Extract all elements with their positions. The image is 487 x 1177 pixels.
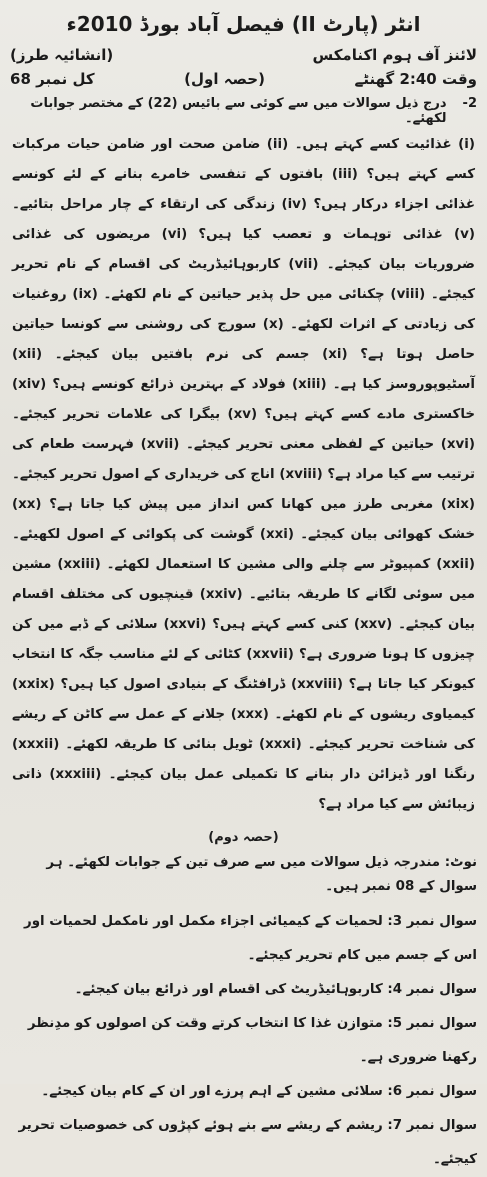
- long-question-5: سوال نمبر 5: متوازن غذا کا انتخاب کرتے وقت کن اصولوں کو مدِنظر رکھنا ضروری ہے۔: [27, 1016, 477, 1065]
- question-instruction: درج ذیل سوالات میں سے کوئی سے بائیس (22) کے مختصر جوابات لکھئے۔: [30, 96, 447, 126]
- section-label: (حصہ اول): [184, 70, 265, 88]
- subject-name: لائنز آف ہوم اکنامکس: [312, 46, 477, 64]
- section-2-label: (حصہ دوم): [208, 830, 279, 845]
- paper-type: (انشائیہ طرز): [10, 46, 114, 64]
- question-2-header: [10, 96, 477, 126]
- short-questions-paragraph: (i) غذائیت کسے کہتے ہیں۔ (ii) ضامن صحت اور ضامن حیات مرکبات کسے کہتے ہیں؟ (iii) بافتوں کے تنفسی خامرے بنانے کے لئے کونسے غذائی اجزاء درکار ہیں؟ (iv) زندگی کی ارتقاء کے چار مراحل بتائیے۔ (v) غذائی توہمات و تعصب کیا ہیں؟ (vi) مریضوں کی غذائی ضروریات بیان کیجئے۔ (vii) کاربوہائیڈریٹ کی اقسام کے نام تحریر کیجئے۔ (viii) چکنائی میں حل پذیر حیاتین کے نام لکھئے۔ (ix) روغنیات کی زیادتی کے اثرات لکھئے۔ (x) سورج کی روشنی سے کونسا حیاتین حاصل ہوتا ہے؟ (xi) جسم کی نرم بافتیں بیان کیجئے۔ (xii) آسٹیوپوروسز کیا ہے۔ (xiii) فولاد کے بہترین ذرائع کونسے ہیں؟ (xiv) خاکستری مادے کسے کہتے ہیں؟ (xv) بیگرا کی علامات تحریر کیجئے۔ (xvi) حیاتین کے لفظی معنی تحریر کیجئے۔ (xvii) فہرست طعام کی ترتیب سے کیا مراد ہے؟ (xviii) اناج کی خریداری کے اصول تحریر کیجئے۔ (xix) مغربی طرز میں کھانا کس انداز میں پیش کیا جاتا ہے؟ (xx) خشک کھوائی بیان کیجئے۔ (xxi) گوشت کی پکوائی کے اصول لکھیئے۔ (xxii) کمپیوٹر سے چلنے والی مشین کا استعمال لکھئے۔ (xxiii) مشین میں سوئی لگانے کا طریقہ بتائیے۔ (xxiv) قینچیوں کی مختلف اقسام بیان کیجئے۔ (xxv) کنی کسے کہتے ہیں؟ (xxvi) سلائی کے ڈبے میں کن چیزوں کا ہونا ضروری ہے؟ (xxvii) کٹائی کے لئے مناسب جگہ کا انتخاب کیونکر کیا جاتا ہے؟ (xxviii) ڈرافٹنگ کے بنیادی اصول کیا ہیں؟ (xxix) کیمیاوی ریشوں کے نام لکھئے۔ (xxx) جلانے کے عمل سے کاٹن کے ریشے کی شناخت تحریر کیجئے۔ (xxxi) ٹویل بنائی کا طریقہ لکھئے۔ (xxxii) رنگنا اور ڈیزائن دار بنانے کا تکمیلی عمل بیان کیجئے۔ (xxxiii) ذاتی زیبائش سے کیا مراد ہے؟: [12, 137, 476, 812]
- long-question-7: سوال نمبر 7: ریشم کے ریشے سے بنے ہوئے کپڑوں کی خصوصیات تحریر کیجئے۔: [18, 1118, 477, 1167]
- paper-title: انٹر (پارٹ II) فیصل آباد بورڈ 2010ء: [66, 12, 421, 36]
- meta-row: [10, 70, 477, 88]
- question-number: 2-: [462, 96, 477, 111]
- long-question-3: سوال نمبر 3: لحمیات کے کیمیائی اجزاء مکمل اور نامکمل لحمیات اور اس کے جسم میں کام تحریر کیجئے۔: [23, 914, 477, 963]
- long-question-4: سوال نمبر 4: کاربوہائیڈریٹ کی اقسام اور ذرائع بیان کیجئے۔: [74, 982, 477, 997]
- time-allowed: وقت 2:40 گھنٹے: [354, 70, 477, 88]
- subject-row: [10, 46, 477, 64]
- long-question-6: سوال نمبر 6: سلائی مشین کے اہم پرزے اور ان کے کام بیان کیجئے۔: [41, 1084, 477, 1099]
- total-marks: کل نمبر 68: [10, 70, 95, 88]
- section-2-note: نوٹ: مندرجہ ذیل سوالات میں سے صرف تین کے جوابات لکھئے۔ ہر سوال کے 08 نمبر ہیں۔: [46, 855, 477, 894]
